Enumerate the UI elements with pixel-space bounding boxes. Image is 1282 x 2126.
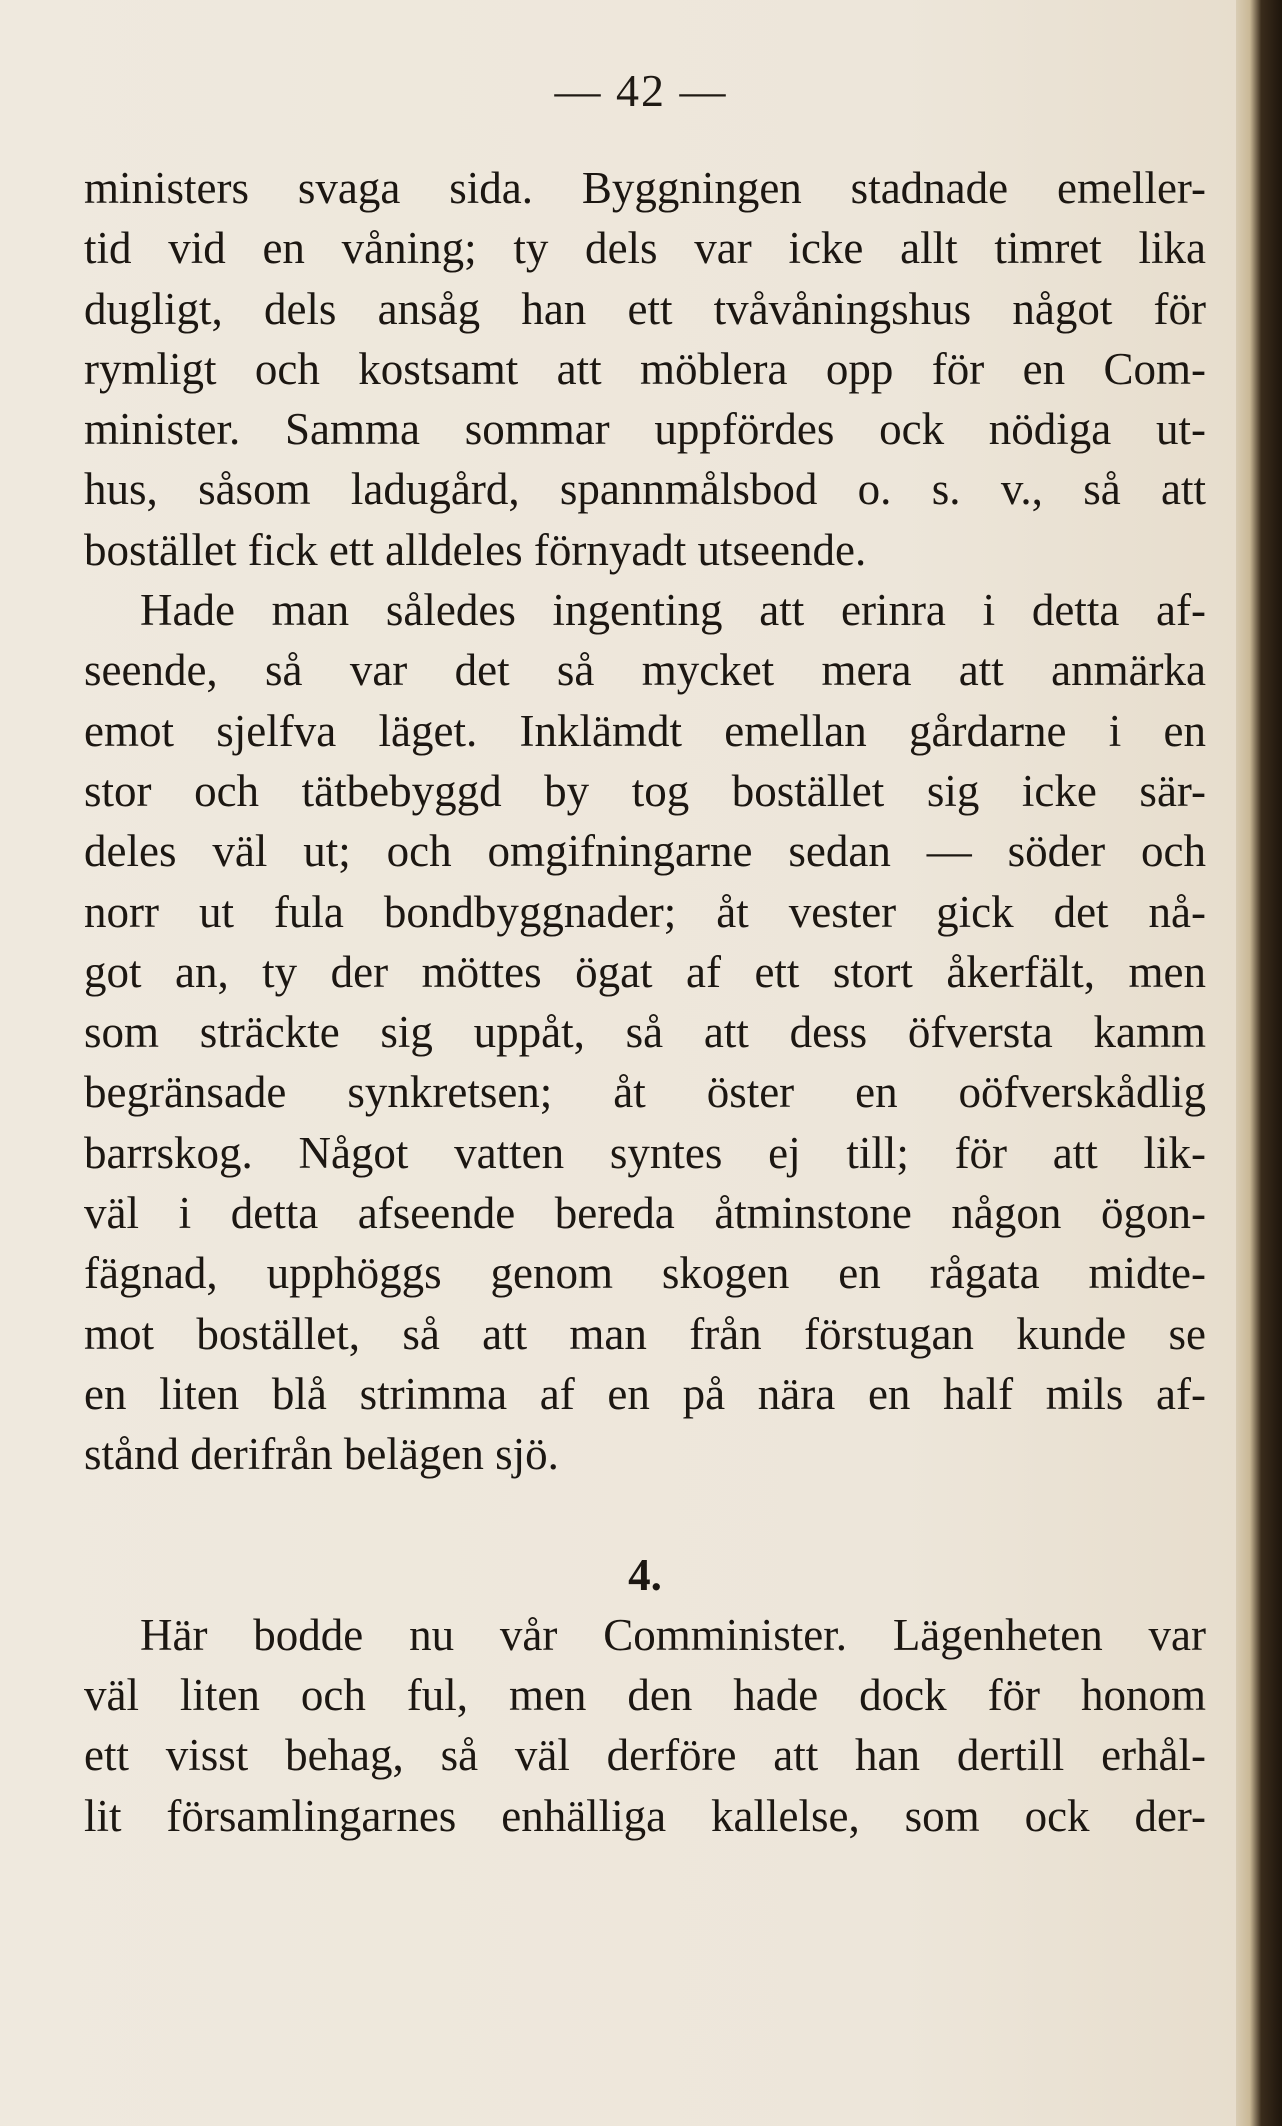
page-number: — 42 — [554,65,728,116]
text-line: tid vid en våning; ty dels var icke allt timret lika [84,223,1206,274]
text-line: fägnad, upphöggs genom skogen en rågata midte- [84,1248,1206,1299]
text-line: ministers svaga sida. Byggningen stadnade emeller- [84,163,1206,213]
text-line: lit församlingarnes enhälliga kallelse, som ock der- [84,1790,1206,1841]
text-line: begränsade synkretsen; åt öster en oöfverskådlig [84,1067,1206,1118]
text-line: seende, så var det så mycket mera att anmärka [84,645,1206,696]
text-line: mot bostället, så att man från förstugan kunde se [84,1308,1206,1359]
text-line: rymligt och kostsamt att möblera opp för en Com- [84,343,1206,394]
text-line: stor och tätbebyggd by tog bostället sig icke sär- [84,765,1206,816]
text-line: en liten blå strimma af en på nära en half mils af- [84,1368,1206,1419]
text-line: got an, ty der möttes ögat af ett stort åkerfält, men [84,946,1206,997]
text-line: norr ut fula bondbyggnader; åt vester gick det nå- [84,886,1206,937]
text-line: dugligt, dels ansåg han ett tvåvåningshus något för [84,283,1206,334]
book-spine-edge [1236,0,1282,2126]
text-line: bostället fick ett alldeles förnyadt utseende. [84,524,867,575]
text-line: emot sjelfva läget. Inklämdt emellan gårdarne i en [84,705,1206,756]
text-line: som sträckte sig uppåt, så att dess öfversta kamm [84,1007,1206,1058]
text-line: barrskog. Något vatten syntes ej till; för att lik- [84,1127,1206,1178]
text-line: Här bodde nu vår Comminister. Lägenheten var [140,1609,1206,1660]
text-line: stånd derifrån belägen sjö. [84,1429,559,1480]
text-line: väl liten och ful, men den hade dock för honom [84,1670,1206,1721]
text-line: hus, såsom ladugård, spannmålsbod o. s. v., så att [84,464,1206,515]
text-line: deles väl ut; och omgifningarne sedan — söder och [84,826,1206,877]
text-line: ett visst behag, så väl derföre att han dertill erhål- [84,1730,1206,1781]
text-line: minister. Samma sommar uppfördes ock nödiga ut- [84,404,1206,455]
section-number: 4. [628,1549,662,1600]
text-line: väl i detta afseende bereda åtminstone någon ögon- [84,1188,1206,1239]
text-line: Hade man således ingenting att erinra i detta af- [140,585,1206,636]
body-text [84,158,1206,1846]
